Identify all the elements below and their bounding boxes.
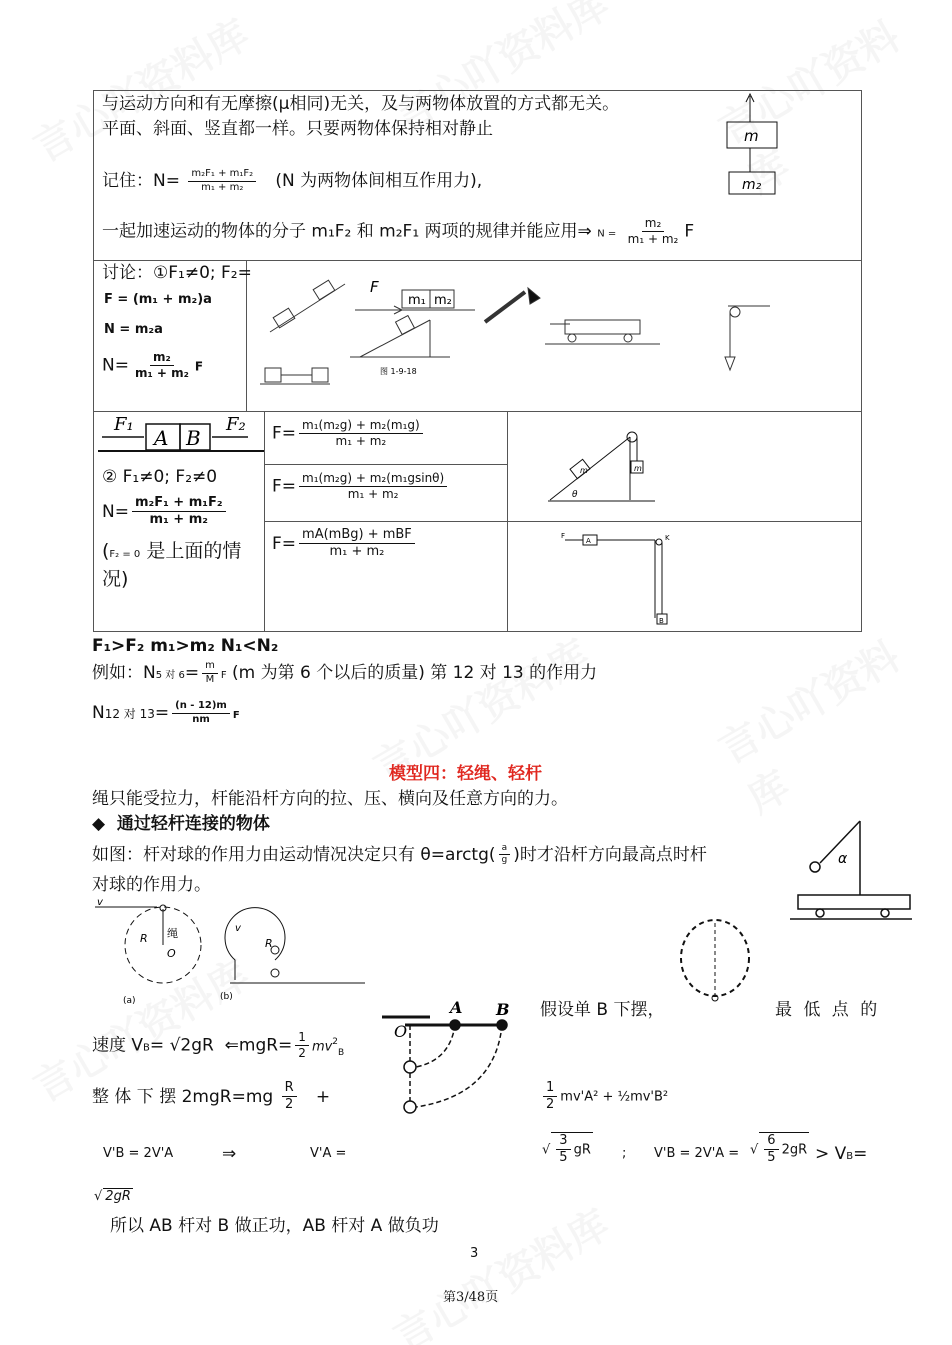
conclusion: 所以 AB 杆对 B 做正功，AB 杆对 A 做负功: [110, 1216, 439, 1236]
stacked-masses-diagram: [720, 92, 790, 198]
page-of: 第3/48页: [443, 1290, 499, 1305]
case2-note: (F₂ = 0 是上面的情: [102, 540, 242, 562]
case2-note-end: 况): [102, 568, 129, 590]
lowest-text: 最 低 点 的: [775, 1000, 881, 1020]
svg-text:A: A: [154, 426, 169, 450]
watermark: [22, 4, 258, 173]
svg-text:v: v: [97, 897, 103, 908]
vb-compare: > VB=: [815, 1144, 868, 1164]
discuss-label: 讨论：①F₁≠0; F₂=: [102, 263, 252, 283]
svg-text:v: v: [235, 923, 241, 934]
circular-motion-diagrams: [85, 895, 370, 1005]
watermark: [707, 610, 952, 825]
formula-3: F= $\frac{\text{mA(mBg) + mBF}}{\text{m₁ + m₂}}$: [272, 527, 418, 561]
implies: ⇒: [222, 1144, 237, 1164]
svg-text:m: m: [634, 464, 642, 473]
rule-text: 一起加速运动的物体的分子 m₁F₂ 和 m₂F₁ 两项的规律并能应用⇒: [102, 221, 592, 242]
semicolon: ;: [622, 1146, 627, 1161]
va-label: V'A =: [310, 1146, 347, 1161]
n12-formula: N12 对 13= $\frac{(n - 12)m}{nm}$ F: [92, 700, 240, 725]
svg-text:O: O: [394, 1022, 408, 1041]
incline-pulley-diagram: [540, 425, 660, 507]
vb-equation: V'B = 2V'A =: [654, 1146, 740, 1161]
ab-blocks-diagram: [98, 412, 264, 464]
svg-text:m₂: m₂: [742, 177, 762, 193]
vertical-circle-diagram: [670, 918, 760, 1008]
svg-text:(a): (a): [123, 996, 136, 1005]
svg-text:m₁: m₁: [408, 293, 426, 308]
speed-line: 速度 VB= √2gR ⇐mgR= $\frac{1}{2}$ $mv^2_B$: [92, 1030, 345, 1060]
svg-text:θ: θ: [572, 490, 578, 500]
svg-text:R: R: [265, 937, 273, 950]
whole-swing-line: 整 体 下 摆 2mgR=mg $\frac{R}{2}$ +: [92, 1080, 331, 1113]
svg-text:(b): (b): [220, 992, 233, 1002]
svg-text:O: O: [167, 947, 176, 960]
svg-text:m₂: m₂: [434, 293, 452, 308]
f-symbol: F: [684, 221, 695, 242]
svg-text:A: A: [586, 537, 591, 545]
subtitle: ◆ 通过轻杆连接的物体: [92, 814, 270, 834]
svg-text:m: m: [744, 127, 759, 145]
case2-label: ② F₁≠0; F₂≠0: [102, 467, 218, 487]
svg-text:图 1-9-18: 图 1-9-18: [380, 367, 417, 376]
svg-text:A: A: [450, 998, 463, 1017]
svg-text:F₂: F₂: [226, 414, 246, 435]
svg-text:绳: 绳: [167, 927, 178, 940]
sqrt-2gr: √ 2gR: [94, 1189, 131, 1204]
svg-text:α: α: [838, 851, 848, 867]
energy-terms: [540, 1080, 668, 1114]
svg-text:m: m: [580, 466, 588, 475]
svg-text:F: F: [370, 278, 379, 296]
row1-line2: 平面、斜面、竖直都一样。只要两物体保持相对静止: [102, 119, 493, 139]
svg-text:K: K: [665, 534, 670, 542]
model4-line1: 绳只能受拉力，杆能沿杆方向的拉、压、横向及任意方向的力。: [92, 789, 568, 809]
formula-2: F= $\frac{\text{m₁(m₂g) + m₂(m₁gsinθ)}}{\text{m₁ + m₂}}$: [272, 471, 450, 502]
row1-line4: [102, 216, 694, 247]
fraction: $\frac{\text{m₂F₁ + m₁F₂}}{\text{m₁ + m₂}}$: [188, 168, 256, 194]
page-number: 3: [470, 1246, 479, 1261]
row1-line1: 与运动方向和有无摩擦(μ相同)无关，及与两物体放置的方式都无关。: [102, 94, 620, 114]
table-pulley-diagram: [555, 528, 685, 628]
svg-text:B: B: [186, 426, 201, 450]
row2-diagrams: [250, 262, 860, 410]
assume-text: 假设单 B 下摆，: [540, 1000, 665, 1020]
svg-text:F₁: F₁: [114, 414, 134, 435]
remember-label: 记住：N=: [102, 171, 180, 191]
svg-text:B: B: [496, 1000, 510, 1019]
n-label: N =: [597, 228, 617, 240]
remember-formula: [102, 168, 482, 194]
model4-line2: 如图：杆对球的作用力由运动情况决定只有 θ=arctg( $\frac{a}{g}$ )时才沿杆方向最高点时杆: [92, 843, 707, 866]
cart-rod-diagram: [790, 815, 915, 925]
svg-text:R: R: [140, 932, 148, 945]
vb-value: √ $\frac{6}{5}$ 2gR: [750, 1133, 808, 1166]
case2-n: N= $\frac{\text{m₂F₁ + m₁F₂}}{\text{m₁ + m₂}}$: [102, 495, 229, 529]
bullet-icon: ◆: [92, 814, 106, 834]
fraction: $\frac{\text{m₂}}{\text{m₁ + m₂}}$: [627, 216, 679, 246]
eq-f: F = (m₁ + m₂)a: [104, 292, 212, 307]
example-line: 例如：N5 对 6= $\frac{m}{M}$ F (m 为第 6 个以后的质量) 第 12 对 13 的作用力: [92, 660, 598, 685]
eq-n: N = m₂a: [104, 322, 163, 337]
inequalities: F₁>F₂ m₁>m₂ N₁<N₂: [92, 636, 279, 656]
section-title: 模型四：轻绳、轻杆: [389, 764, 542, 784]
model4-line3: 对球的作用力。: [92, 875, 211, 895]
rod-ab-swing-diagram: [380, 995, 520, 1120]
eq-n-fraction: N= $\frac{\text{m₂}}{\text{m₁ + m₂}}$ F: [102, 350, 204, 380]
svg-text:B: B: [659, 617, 664, 625]
energy-expression: mv'A² + ½mv'B²: [560, 1089, 669, 1105]
svg-text:F: F: [561, 532, 566, 540]
formula-1: F= $\frac{\text{m₁(m₂g) + m₂(m₁g)}}{\text{m₁ + m₂}}$: [272, 418, 426, 449]
half-fraction: $\frac{1}{2}$: [543, 1080, 557, 1114]
va-value: √ $\frac{3}{5}$ gR: [542, 1133, 591, 1166]
vb-relation: V'B = 2V'A: [103, 1146, 174, 1161]
remember-note: (N 为两物体间相互作用力),: [275, 171, 483, 191]
